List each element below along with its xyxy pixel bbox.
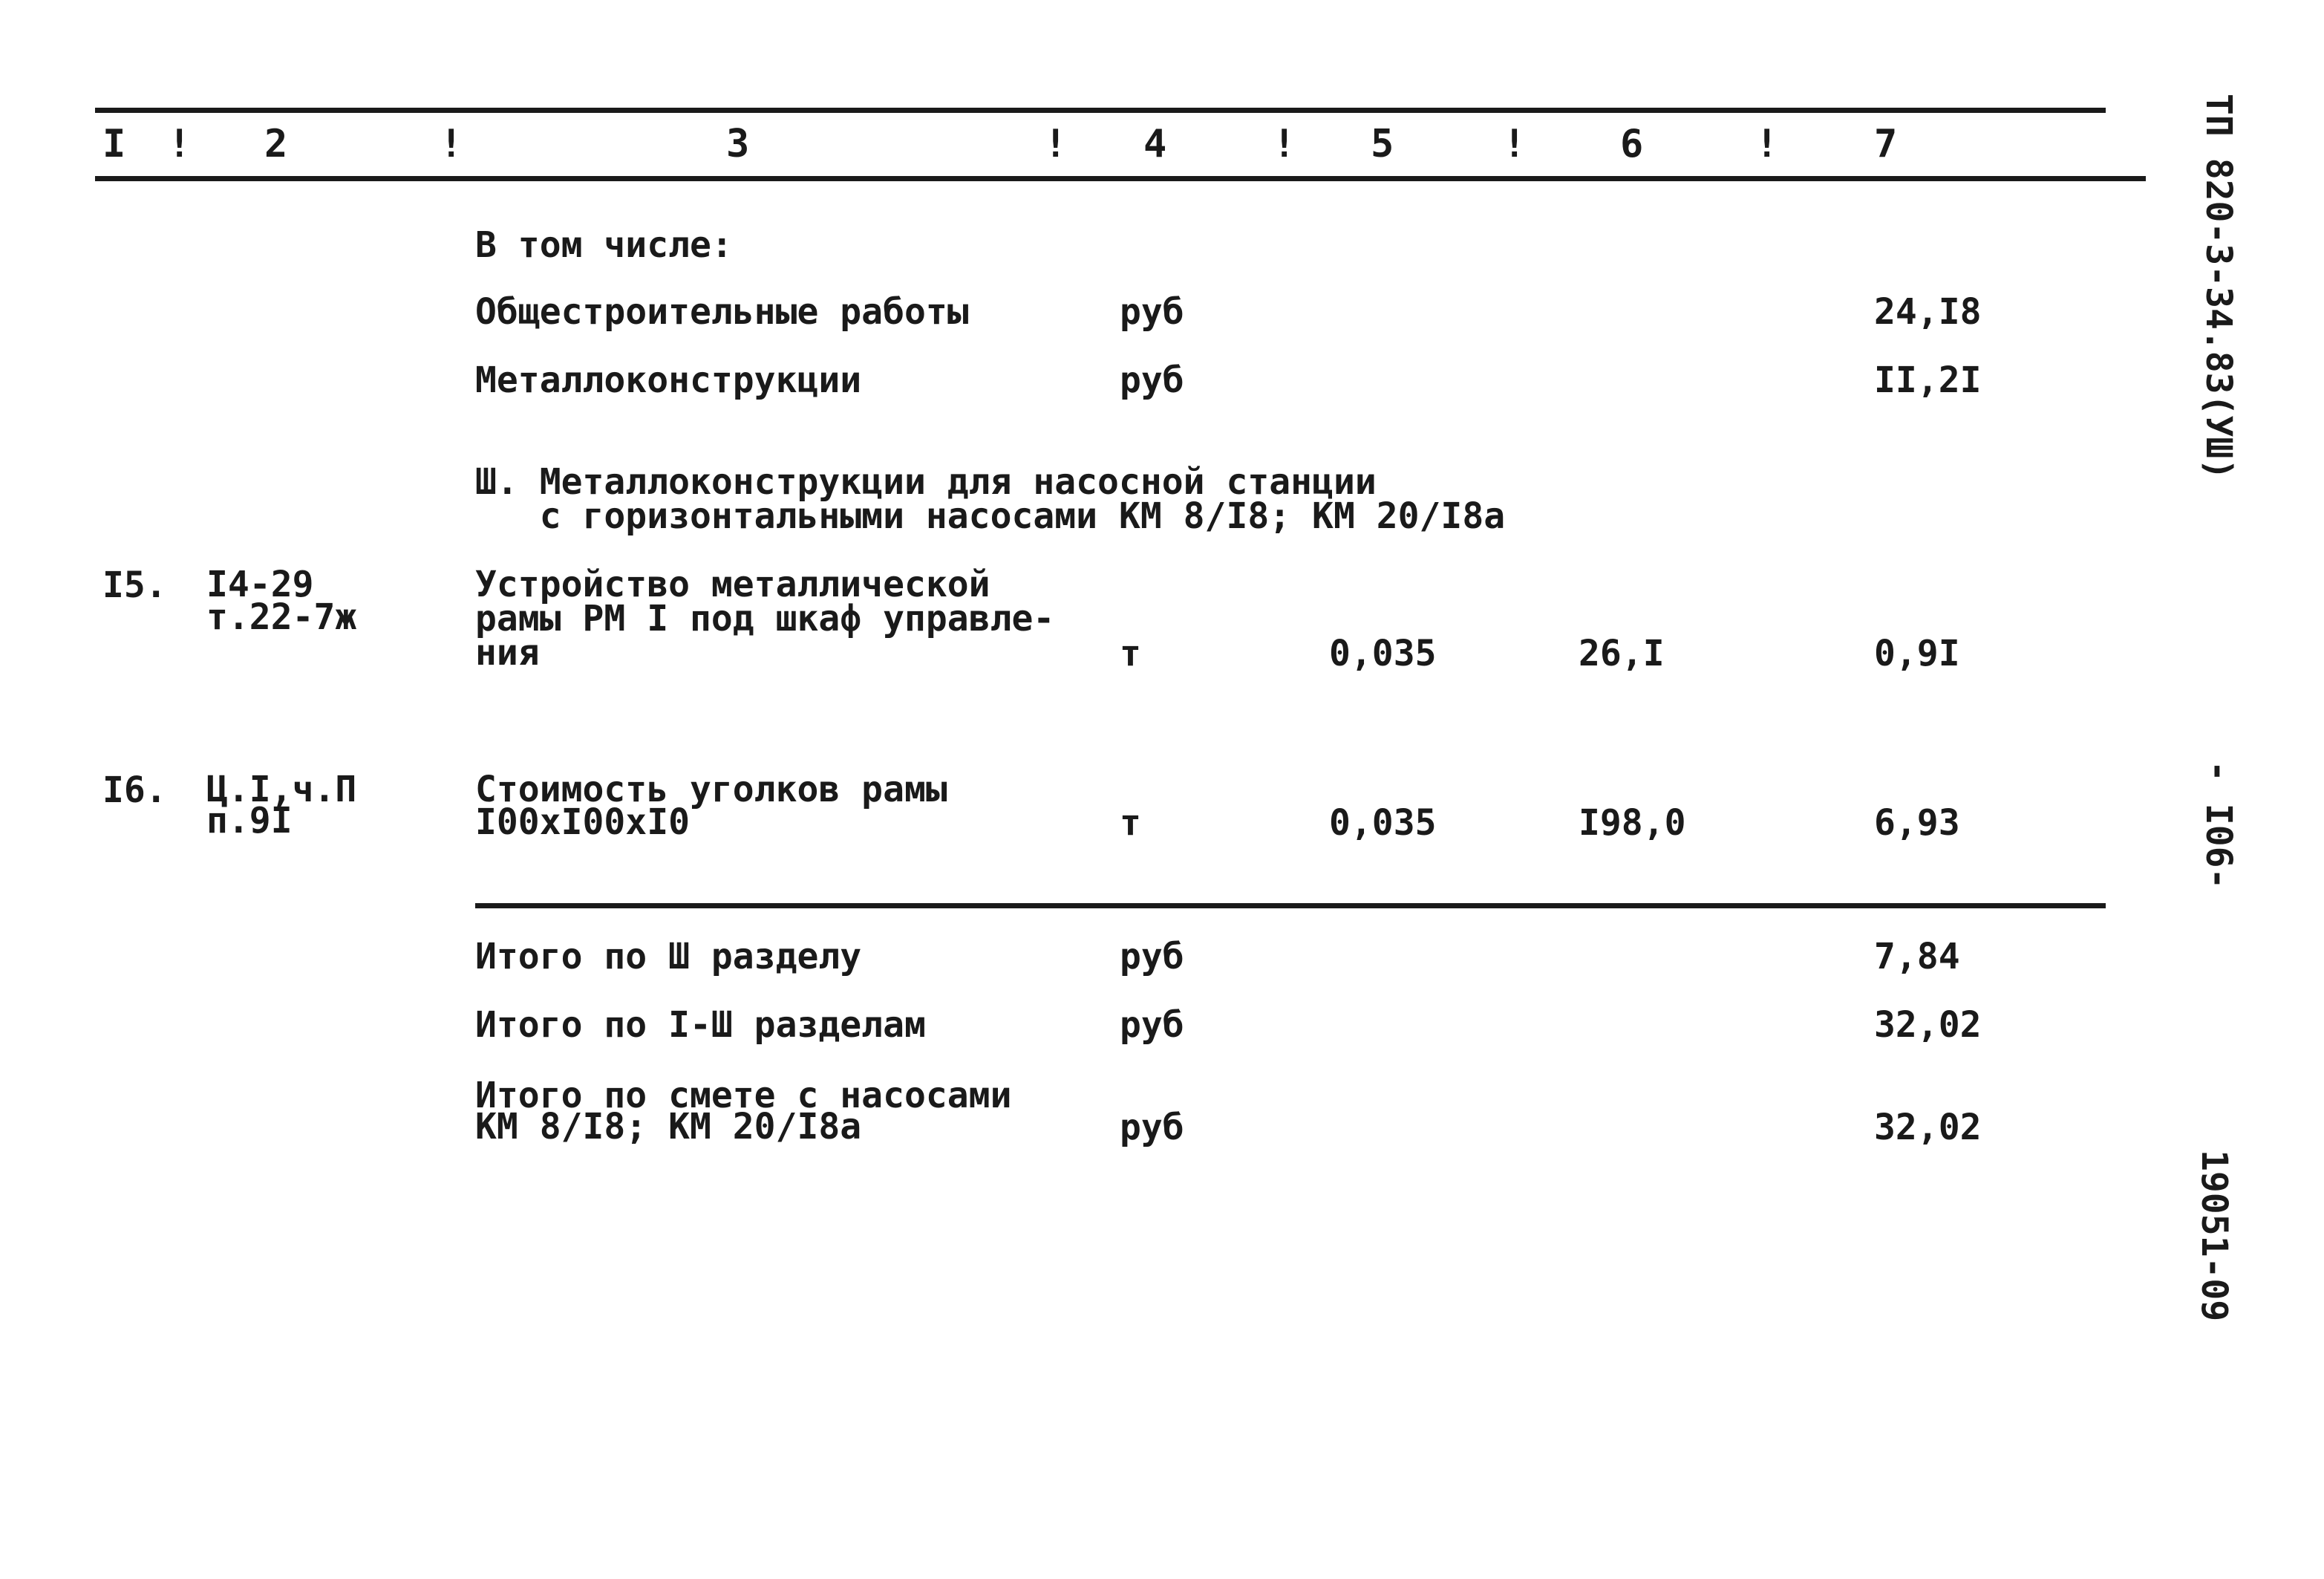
- item-15-code-line2: т.22-7ж: [206, 596, 357, 638]
- column-header-1: I: [102, 122, 126, 166]
- total-estimate-unit: руб: [1120, 1107, 1184, 1148]
- item-16-desc-line2: I00xI00xI0: [475, 801, 690, 843]
- item-15-unit: т: [1120, 633, 1141, 674]
- header-bottom-rule: [95, 176, 2146, 181]
- total-section-3-value: 7,84: [1874, 936, 1960, 977]
- item-15-code-line1: I4-29: [206, 564, 314, 605]
- item-16-desc-line1: Стоимость уголков рамы: [475, 769, 947, 810]
- header-top-rule: [95, 108, 2106, 113]
- item-16-unit-price: I98,0: [1579, 802, 1686, 844]
- total-estimate-value: 32,02: [1874, 1107, 1982, 1148]
- item-16-code-line1: Ц.I,ч.П: [206, 769, 357, 810]
- row-metal-structures-name: Металлоконструкции: [475, 359, 862, 401]
- archive-number: 19051-09: [2193, 1150, 2235, 1322]
- row-metal-structures-unit: руб: [1120, 359, 1184, 401]
- subtotal-heading: В том числе:: [475, 224, 733, 266]
- column-header-5: 5: [1371, 122, 1394, 166]
- total-estimate-label-line2: КМ 8/I8; КМ 20/I8а: [475, 1106, 862, 1147]
- document-code: ТП 820-3-34.83(УШ): [2198, 94, 2239, 481]
- column-separator: !: [1755, 122, 1779, 166]
- row-general-construction-unit: руб: [1120, 291, 1184, 333]
- column-header-2: 2: [264, 122, 288, 166]
- item-15-unit-price: 26,I: [1579, 633, 1665, 674]
- item-15-total: 0,9I: [1874, 633, 1960, 674]
- column-separator: !: [440, 122, 463, 166]
- column-header-7: 7: [1874, 122, 1898, 166]
- item-16-code-line2: п.9I: [206, 800, 293, 841]
- section-3-title-line1: Ш. Металлоконструкции для насосной станции: [475, 461, 1377, 503]
- total-sections-1-3-unit: руб: [1120, 1004, 1184, 1046]
- column-separator: !: [1273, 122, 1296, 166]
- total-section-3-unit: руб: [1120, 936, 1184, 977]
- item-16-total: 6,93: [1874, 802, 1960, 844]
- item-15-quantity: 0,035: [1329, 633, 1437, 674]
- column-separator: !: [1503, 122, 1527, 166]
- column-separator: !: [1044, 122, 1068, 166]
- column-header-4: 4: [1143, 122, 1167, 166]
- item-16-quantity: 0,035: [1329, 802, 1437, 844]
- row-general-construction-value: 24,I8: [1874, 291, 1982, 333]
- item-15-desc-line1: Устройство металлической: [475, 564, 990, 605]
- item-15-number: I5.: [102, 564, 167, 606]
- total-sections-1-3-label: Итого по I-Ш разделам: [475, 1004, 926, 1046]
- column-separator: !: [168, 122, 192, 166]
- total-section-3-label: Итого по Ш разделу: [475, 936, 862, 977]
- total-estimate-label-line1: Итого по смете с насосами: [475, 1075, 1012, 1116]
- row-metal-structures-value: II,2I: [1874, 359, 1982, 401]
- item-15-desc-line2: рамы РМ I под шкаф управле-: [475, 598, 1055, 639]
- column-header-6: 6: [1620, 122, 1644, 166]
- item-16-number: I6.: [102, 769, 167, 811]
- total-sections-1-3-value: 32,02: [1874, 1004, 1982, 1046]
- column-header-3: 3: [726, 122, 750, 166]
- page-number: - I06-: [2198, 761, 2239, 890]
- section-3-title-line2: с горизонтальными насосами КМ 8/I8; КМ 20/I8а: [475, 495, 1506, 537]
- row-general-construction-name: Общестроительные работы: [475, 291, 969, 333]
- item-16-unit: т: [1120, 802, 1141, 844]
- item-15-desc-line3: ния: [475, 632, 540, 674]
- totals-rule: [475, 903, 2106, 908]
